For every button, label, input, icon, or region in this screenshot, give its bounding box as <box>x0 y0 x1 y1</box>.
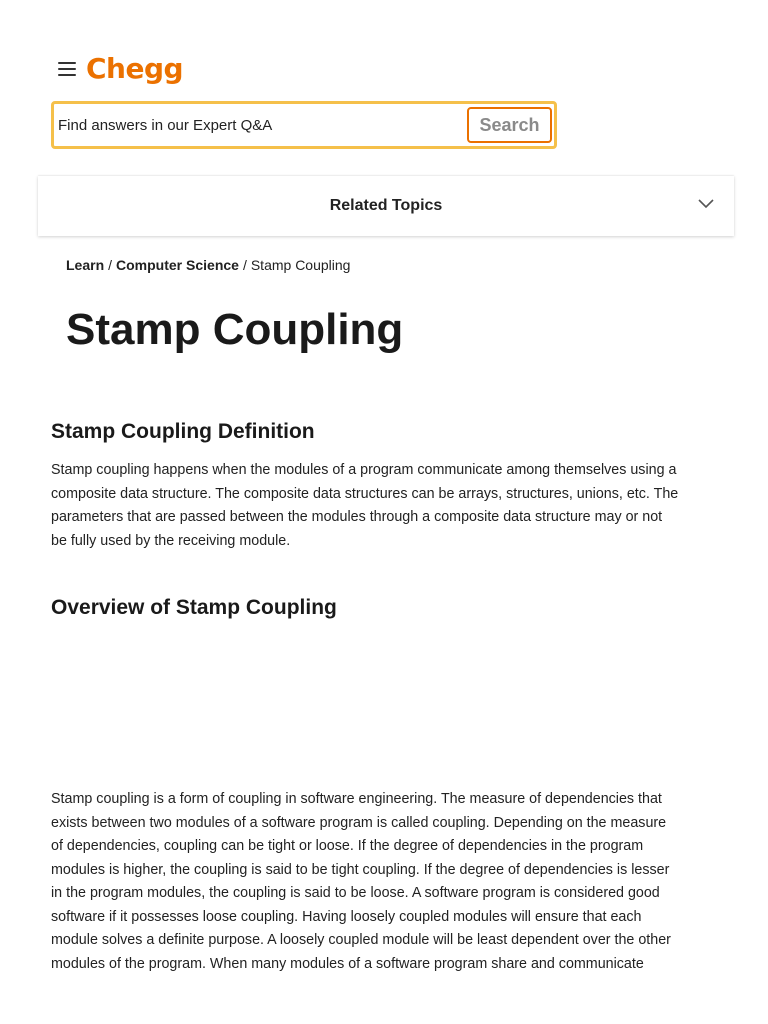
section-heading-overview: Overview of Stamp Coupling <box>51 596 337 619</box>
breadcrumb-separator: / <box>242 257 247 273</box>
paragraph-line: in the program modules, the coupling is said to be loose. A software program is considered good <box>51 885 660 901</box>
paragraph-line: software if it possesses loose coupling. Having loosely coupled modules will ensure that each <box>51 908 642 925</box>
breadcrumb-learn[interactable]: Learn <box>66 257 105 273</box>
chevron-down-icon <box>698 196 714 212</box>
paragraph-line: of dependencies, coupling can be tight or loose. If the degree of dependencies in the program <box>51 838 644 854</box>
search-bar <box>51 101 557 149</box>
paragraph-line: parameters that are passed between the modules through a composite data structure may or not <box>51 509 663 525</box>
related-topics-label: Related Topics <box>329 197 443 214</box>
paragraph-line: Stamp coupling happens when the modules of a program communicate among themselves using a <box>51 462 677 478</box>
paragraph-line: composite data structure. The composite data structures can be arrays, structures, unions, etc. The <box>51 485 679 502</box>
section-heading-definition: Stamp Coupling Definition <box>51 420 315 443</box>
paragraph-line: modules of the program. When many modules of a software program share and communicate <box>51 955 644 972</box>
paragraph-line: Stamp coupling is a form of coupling in software engineering. The measure of dependencies that <box>51 791 662 807</box>
search-input[interactable] <box>54 105 467 145</box>
chegg-logo[interactable]: Chegg <box>86 52 184 85</box>
page-title: Stamp Coupling <box>66 305 404 354</box>
paragraph-line: module solves a definite purpose. A loosely coupled module will be least dependent over the other <box>51 932 671 948</box>
hamburger-menu-icon[interactable] <box>58 62 76 76</box>
breadcrumb-separator: / <box>108 257 113 273</box>
header <box>58 52 183 86</box>
breadcrumb-computer-science[interactable]: Computer Science <box>116 257 239 273</box>
paragraph-line: be fully used by the receiving module. <box>51 532 291 549</box>
breadcrumb <box>66 257 350 273</box>
related-topics-dropdown[interactable] <box>38 176 734 236</box>
paragraph-line: exists between two modules of a software program is called coupling. Depending on the measure <box>51 814 667 831</box>
breadcrumb-current: Stamp Coupling <box>250 257 351 273</box>
paragraph-line: modules is higher, the coupling is said to be tight coupling. If the degree of dependencies is lesser <box>51 861 670 878</box>
overview-paragraph <box>51 788 731 976</box>
search-button[interactable]: Search <box>467 107 552 143</box>
definition-paragraph <box>51 459 731 553</box>
